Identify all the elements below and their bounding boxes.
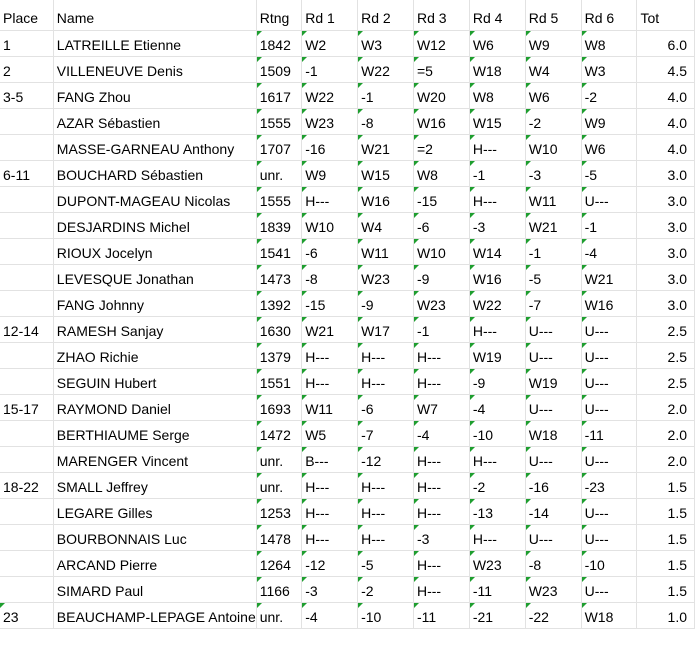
- cell-rd5[interactable]: W23: [525, 576, 581, 602]
- cell-rd2[interactable]: W15: [358, 160, 414, 186]
- cell-rd4[interactable]: -4: [469, 394, 525, 420]
- cell-rd5[interactable]: -2: [525, 108, 581, 134]
- cell-total[interactable]: 3.0: [637, 238, 695, 264]
- cell-rd6[interactable]: W3: [581, 56, 637, 82]
- cell-rd5[interactable]: -22: [525, 602, 581, 628]
- cell-name[interactable]: LEGARE Gilles: [53, 498, 256, 524]
- cell-name[interactable]: BEAUCHAMP-LEPAGE Antoine: [53, 602, 256, 628]
- cell-total[interactable]: 1.5: [637, 576, 695, 602]
- cell-rd3[interactable]: H---: [413, 342, 469, 368]
- cell-rd6[interactable]: W9: [581, 108, 637, 134]
- cell-name[interactable]: RAYMOND Daniel: [53, 394, 256, 420]
- cell-rd2[interactable]: -12: [358, 446, 414, 472]
- table-row: [0, 212, 695, 238]
- cell-rd6[interactable]: U---: [581, 576, 637, 602]
- cell-rd3[interactable]: -9: [413, 264, 469, 290]
- cell-rd6[interactable]: -1: [581, 212, 637, 238]
- header-cell-rd4[interactable]: Rd 4: [469, 0, 525, 30]
- cell-total[interactable]: 1.5: [637, 472, 695, 498]
- cell-total[interactable]: 4.0: [637, 134, 695, 160]
- cell-rd4[interactable]: -11: [469, 576, 525, 602]
- table-row: [0, 472, 695, 498]
- cell-rd2[interactable]: H---: [358, 368, 414, 394]
- cell-rd5[interactable]: W21: [525, 212, 581, 238]
- cell-place[interactable]: [0, 108, 53, 134]
- cell-rating[interactable]: 1509: [256, 56, 301, 82]
- cell-rd2[interactable]: W4: [358, 212, 414, 238]
- cell-rd6[interactable]: W16: [581, 290, 637, 316]
- cell-rd6[interactable]: -4: [581, 238, 637, 264]
- cell-total[interactable]: 2.0: [637, 394, 695, 420]
- cell-name[interactable]: BERTHIAUME Serge: [53, 420, 256, 446]
- cell-rd1[interactable]: W10: [302, 212, 358, 238]
- cell-rd5[interactable]: -16: [525, 472, 581, 498]
- cell-rd4[interactable]: H---: [469, 524, 525, 550]
- table-row: [0, 446, 695, 472]
- cell-rd6[interactable]: W21: [581, 264, 637, 290]
- cell-rd5[interactable]: U---: [525, 524, 581, 550]
- cell-rd3[interactable]: W8: [413, 160, 469, 186]
- cell-place[interactable]: [0, 498, 53, 524]
- cell-rd6[interactable]: -10: [581, 550, 637, 576]
- cell-rating[interactable]: 1472: [256, 420, 301, 446]
- table-row: [0, 30, 695, 56]
- cell-rd1[interactable]: W2: [302, 30, 358, 56]
- cell-rd1[interactable]: W9: [302, 160, 358, 186]
- cell-name[interactable]: BOURBONNAIS Luc: [53, 524, 256, 550]
- cell-rd4[interactable]: -3: [469, 212, 525, 238]
- cell-rating[interactable]: 1617: [256, 82, 301, 108]
- cell-rd4[interactable]: W23: [469, 550, 525, 576]
- cell-rd2[interactable]: -1: [358, 82, 414, 108]
- cell-rd3[interactable]: -6: [413, 212, 469, 238]
- cell-place[interactable]: [0, 238, 53, 264]
- cell-rd6[interactable]: -11: [581, 420, 637, 446]
- table-row: [0, 602, 695, 628]
- cell-name[interactable]: RIOUX Jocelyn: [53, 238, 256, 264]
- cell-rd6[interactable]: U---: [581, 446, 637, 472]
- cell-rd1[interactable]: -15: [302, 290, 358, 316]
- header-cell-rd5[interactable]: Rd 5: [525, 0, 581, 30]
- cell-place[interactable]: 1: [0, 30, 53, 56]
- cell-rd2[interactable]: H---: [358, 342, 414, 368]
- cell-place[interactable]: 15-17: [0, 394, 53, 420]
- cell-rd3[interactable]: H---: [413, 446, 469, 472]
- cell-rd6[interactable]: U---: [581, 186, 637, 212]
- cell-rd5[interactable]: -1: [525, 238, 581, 264]
- cell-place[interactable]: 18-22: [0, 472, 53, 498]
- table-row: [0, 82, 695, 108]
- cell-total[interactable]: 6.0: [637, 30, 695, 56]
- cell-rd2[interactable]: H---: [358, 472, 414, 498]
- cell-rd2[interactable]: W17: [358, 316, 414, 342]
- cell-rd4[interactable]: H---: [469, 446, 525, 472]
- cell-rd1[interactable]: H---: [302, 472, 358, 498]
- cell-rating[interactable]: 1693: [256, 394, 301, 420]
- cell-rd4[interactable]: W15: [469, 108, 525, 134]
- header-cell-rd1[interactable]: Rd 1: [302, 0, 358, 30]
- table-row: [0, 550, 695, 576]
- cell-place[interactable]: 23: [0, 602, 53, 628]
- cell-rd1[interactable]: H---: [302, 186, 358, 212]
- cell-rd2[interactable]: W23: [358, 264, 414, 290]
- cell-place[interactable]: [0, 186, 53, 212]
- cell-rd1[interactable]: -1: [302, 56, 358, 82]
- cell-rd3[interactable]: W7: [413, 394, 469, 420]
- cell-rd5[interactable]: W18: [525, 420, 581, 446]
- cell-total[interactable]: 3.0: [637, 186, 695, 212]
- cell-rd5[interactable]: W19: [525, 368, 581, 394]
- cell-rd3[interactable]: H---: [413, 576, 469, 602]
- cell-rd5[interactable]: W4: [525, 56, 581, 82]
- cell-place[interactable]: [0, 212, 53, 238]
- cell-rating[interactable]: 1253: [256, 498, 301, 524]
- cell-place[interactable]: [0, 368, 53, 394]
- header-cell-rd2[interactable]: Rd 2: [358, 0, 414, 30]
- cell-rd6[interactable]: U---: [581, 394, 637, 420]
- cell-total[interactable]: 4.0: [637, 108, 695, 134]
- cell-name[interactable]: LEVESQUE Jonathan: [53, 264, 256, 290]
- cell-rd3[interactable]: -11: [413, 602, 469, 628]
- cell-place[interactable]: [0, 342, 53, 368]
- cell-rating[interactable]: unr.: [256, 472, 301, 498]
- cell-total[interactable]: 2.5: [637, 316, 695, 342]
- cell-rd4[interactable]: W22: [469, 290, 525, 316]
- header-cell-rating[interactable]: Rtng: [256, 0, 301, 30]
- cell-rd4[interactable]: W19: [469, 342, 525, 368]
- cell-rating[interactable]: 1707: [256, 134, 301, 160]
- cell-rd6[interactable]: -2: [581, 82, 637, 108]
- cell-total[interactable]: 3.0: [637, 264, 695, 290]
- cell-rd2[interactable]: -10: [358, 602, 414, 628]
- cell-rd1[interactable]: H---: [302, 524, 358, 550]
- cell-rd2[interactable]: W16: [358, 186, 414, 212]
- cell-rd6[interactable]: W18: [581, 602, 637, 628]
- cell-rd1[interactable]: W22: [302, 82, 358, 108]
- cell-rd2[interactable]: W11: [358, 238, 414, 264]
- cell-rd5[interactable]: W10: [525, 134, 581, 160]
- cell-place[interactable]: [0, 264, 53, 290]
- cell-name[interactable]: DESJARDINS Michel: [53, 212, 256, 238]
- cell-name[interactable]: FANG Johnny: [53, 290, 256, 316]
- cell-rd3[interactable]: W23: [413, 290, 469, 316]
- cell-place[interactable]: [0, 446, 53, 472]
- cell-rd4[interactable]: H---: [469, 186, 525, 212]
- cell-rating[interactable]: unr.: [256, 602, 301, 628]
- header-cell-name[interactable]: Name: [53, 0, 256, 30]
- cell-total[interactable]: 4.0: [637, 82, 695, 108]
- cell-rd6[interactable]: U---: [581, 498, 637, 524]
- table-row: [0, 238, 695, 264]
- cell-name[interactable]: LATREILLE Etienne: [53, 30, 256, 56]
- table-row: [0, 108, 695, 134]
- table-row: [0, 576, 695, 602]
- cell-rd3[interactable]: H---: [413, 550, 469, 576]
- cell-rd5[interactable]: -3: [525, 160, 581, 186]
- cell-rd2[interactable]: -6: [358, 394, 414, 420]
- header-cell-total[interactable]: Tot: [637, 0, 695, 30]
- cell-total[interactable]: 2.5: [637, 368, 695, 394]
- cell-name[interactable]: VILLENEUVE Denis: [53, 56, 256, 82]
- cell-rd1[interactable]: H---: [302, 342, 358, 368]
- cell-rd2[interactable]: -8: [358, 108, 414, 134]
- cell-rd4[interactable]: -9: [469, 368, 525, 394]
- cell-place[interactable]: [0, 290, 53, 316]
- cell-rd6[interactable]: U---: [581, 524, 637, 550]
- cell-rd4[interactable]: W18: [469, 56, 525, 82]
- cell-rd1[interactable]: H---: [302, 498, 358, 524]
- cell-rd4[interactable]: -10: [469, 420, 525, 446]
- cell-total[interactable]: 3.0: [637, 212, 695, 238]
- cell-rd3[interactable]: =5: [413, 56, 469, 82]
- cell-name[interactable]: SIMARD Paul: [53, 576, 256, 602]
- cell-name[interactable]: BOUCHARD Sébastien: [53, 160, 256, 186]
- cell-name[interactable]: MARENGER Vincent: [53, 446, 256, 472]
- cell-total[interactable]: 2.0: [637, 420, 695, 446]
- cell-rd2[interactable]: -5: [358, 550, 414, 576]
- table-row: [0, 524, 695, 550]
- table-row: [0, 316, 695, 342]
- header-row: [0, 0, 695, 30]
- cell-rd4[interactable]: -1: [469, 160, 525, 186]
- cell-name[interactable]: FANG Zhou: [53, 82, 256, 108]
- cell-rd1[interactable]: -8: [302, 264, 358, 290]
- table-row: [0, 264, 695, 290]
- cell-rd2[interactable]: W21: [358, 134, 414, 160]
- cell-rating[interactable]: 1379: [256, 342, 301, 368]
- cell-total[interactable]: 3.0: [637, 290, 695, 316]
- cell-rd1[interactable]: -4: [302, 602, 358, 628]
- header-cell-place[interactable]: Place: [0, 0, 53, 30]
- cell-rd6[interactable]: -5: [581, 160, 637, 186]
- cell-rd3[interactable]: -15: [413, 186, 469, 212]
- cell-rd3[interactable]: =2: [413, 134, 469, 160]
- cell-rd1[interactable]: -3: [302, 576, 358, 602]
- cell-rd5[interactable]: U---: [525, 394, 581, 420]
- cell-rd4[interactable]: W14: [469, 238, 525, 264]
- cell-rd6[interactable]: W8: [581, 30, 637, 56]
- cell-rd5[interactable]: -14: [525, 498, 581, 524]
- cell-rd3[interactable]: H---: [413, 368, 469, 394]
- cell-name[interactable]: SMALL Jeffrey: [53, 472, 256, 498]
- cell-rd6[interactable]: -23: [581, 472, 637, 498]
- cell-rating[interactable]: 1630: [256, 316, 301, 342]
- cell-name[interactable]: AZAR Sébastien: [53, 108, 256, 134]
- cell-rating[interactable]: 1541: [256, 238, 301, 264]
- cell-rd1[interactable]: -6: [302, 238, 358, 264]
- cell-rd6[interactable]: U---: [581, 316, 637, 342]
- cell-rd4[interactable]: W6: [469, 30, 525, 56]
- cell-place[interactable]: [0, 550, 53, 576]
- table-row: [0, 394, 695, 420]
- cell-rating[interactable]: unr.: [256, 446, 301, 472]
- cell-rd3[interactable]: -4: [413, 420, 469, 446]
- cell-place[interactable]: 6-11: [0, 160, 53, 186]
- cell-rating[interactable]: 1166: [256, 576, 301, 602]
- cell-name[interactable]: SEGUIN Hubert: [53, 368, 256, 394]
- header-cell-rd6[interactable]: Rd 6: [581, 0, 637, 30]
- cell-rd3[interactable]: W20: [413, 82, 469, 108]
- cell-rating[interactable]: 1551: [256, 368, 301, 394]
- table-row: [0, 420, 695, 446]
- cell-rd5[interactable]: -7: [525, 290, 581, 316]
- table-row: [0, 186, 695, 212]
- cell-rd6[interactable]: U---: [581, 342, 637, 368]
- cell-rd2[interactable]: -9: [358, 290, 414, 316]
- cell-total[interactable]: 3.0: [637, 160, 695, 186]
- cell-place[interactable]: [0, 134, 53, 160]
- cell-rd3[interactable]: H---: [413, 498, 469, 524]
- cell-rd2[interactable]: -7: [358, 420, 414, 446]
- cell-total[interactable]: 1.5: [637, 524, 695, 550]
- cell-rd3[interactable]: W16: [413, 108, 469, 134]
- cell-total[interactable]: 2.0: [637, 446, 695, 472]
- cell-total[interactable]: 1.0: [637, 602, 695, 628]
- cell-place[interactable]: 2: [0, 56, 53, 82]
- cell-name[interactable]: ARCAND Pierre: [53, 550, 256, 576]
- cell-rd2[interactable]: -2: [358, 576, 414, 602]
- cell-rating[interactable]: 1392: [256, 290, 301, 316]
- cell-rd1[interactable]: W21: [302, 316, 358, 342]
- cell-rating[interactable]: unr.: [256, 160, 301, 186]
- cell-place[interactable]: 3-5: [0, 82, 53, 108]
- cell-rd5[interactable]: U---: [525, 446, 581, 472]
- cell-place[interactable]: [0, 524, 53, 550]
- table-row: [0, 134, 695, 160]
- cell-rd5[interactable]: W6: [525, 82, 581, 108]
- cell-total[interactable]: 2.5: [637, 342, 695, 368]
- cell-rd5[interactable]: W9: [525, 30, 581, 56]
- cell-rd3[interactable]: -1: [413, 316, 469, 342]
- header-cell-rd3[interactable]: Rd 3: [413, 0, 469, 30]
- cell-place[interactable]: 12-14: [0, 316, 53, 342]
- cell-rd3[interactable]: W10: [413, 238, 469, 264]
- cell-rd4[interactable]: -2: [469, 472, 525, 498]
- cell-rd4[interactable]: H---: [469, 316, 525, 342]
- cell-rating[interactable]: 1555: [256, 108, 301, 134]
- cell-rd3[interactable]: W12: [413, 30, 469, 56]
- cell-rd6[interactable]: W6: [581, 134, 637, 160]
- cell-place[interactable]: [0, 576, 53, 602]
- cell-name[interactable]: RAMESH Sanjay: [53, 316, 256, 342]
- table-row: [0, 342, 695, 368]
- cell-place[interactable]: [0, 420, 53, 446]
- cell-rd5[interactable]: U---: [525, 316, 581, 342]
- cell-name[interactable]: ZHAO Richie: [53, 342, 256, 368]
- cell-rd1[interactable]: W23: [302, 108, 358, 134]
- table-row: [0, 56, 695, 82]
- cell-total[interactable]: 1.5: [637, 550, 695, 576]
- table-row: [0, 368, 695, 394]
- cell-rating[interactable]: 1842: [256, 30, 301, 56]
- cell-rd4[interactable]: -21: [469, 602, 525, 628]
- cell-rd5[interactable]: -8: [525, 550, 581, 576]
- cell-rd5[interactable]: W11: [525, 186, 581, 212]
- cell-rd4[interactable]: -13: [469, 498, 525, 524]
- cell-rd6[interactable]: U---: [581, 368, 637, 394]
- cell-rd3[interactable]: -3: [413, 524, 469, 550]
- cell-rd4[interactable]: H---: [469, 134, 525, 160]
- table-row: [0, 160, 695, 186]
- cell-rd4[interactable]: W16: [469, 264, 525, 290]
- cell-rd1[interactable]: B---: [302, 446, 358, 472]
- cell-rd2[interactable]: H---: [358, 498, 414, 524]
- cell-rd5[interactable]: U---: [525, 342, 581, 368]
- cell-rd3[interactable]: H---: [413, 472, 469, 498]
- cell-total[interactable]: 1.5: [637, 498, 695, 524]
- cell-name[interactable]: DUPONT-MAGEAU Nicolas: [53, 186, 256, 212]
- cell-rd5[interactable]: -5: [525, 264, 581, 290]
- cell-name[interactable]: MASSE-GARNEAU Anthony: [53, 134, 256, 160]
- cell-rd2[interactable]: H---: [358, 524, 414, 550]
- cell-rating[interactable]: 1555: [256, 186, 301, 212]
- cell-rd4[interactable]: W8: [469, 82, 525, 108]
- cell-rd1[interactable]: H---: [302, 368, 358, 394]
- cell-rd2[interactable]: W22: [358, 56, 414, 82]
- cell-rating[interactable]: 1839: [256, 212, 301, 238]
- cell-total[interactable]: 4.5: [637, 56, 695, 82]
- table-row: [0, 290, 695, 316]
- cell-rd1[interactable]: -16: [302, 134, 358, 160]
- table-row: [0, 498, 695, 524]
- cell-rating[interactable]: 1478: [256, 524, 301, 550]
- cell-rating[interactable]: 1473: [256, 264, 301, 290]
- cell-rd1[interactable]: -12: [302, 550, 358, 576]
- cell-rating[interactable]: 1264: [256, 550, 301, 576]
- cell-rd1[interactable]: W11: [302, 394, 358, 420]
- cell-rd2[interactable]: W3: [358, 30, 414, 56]
- cell-rd1[interactable]: W5: [302, 420, 358, 446]
